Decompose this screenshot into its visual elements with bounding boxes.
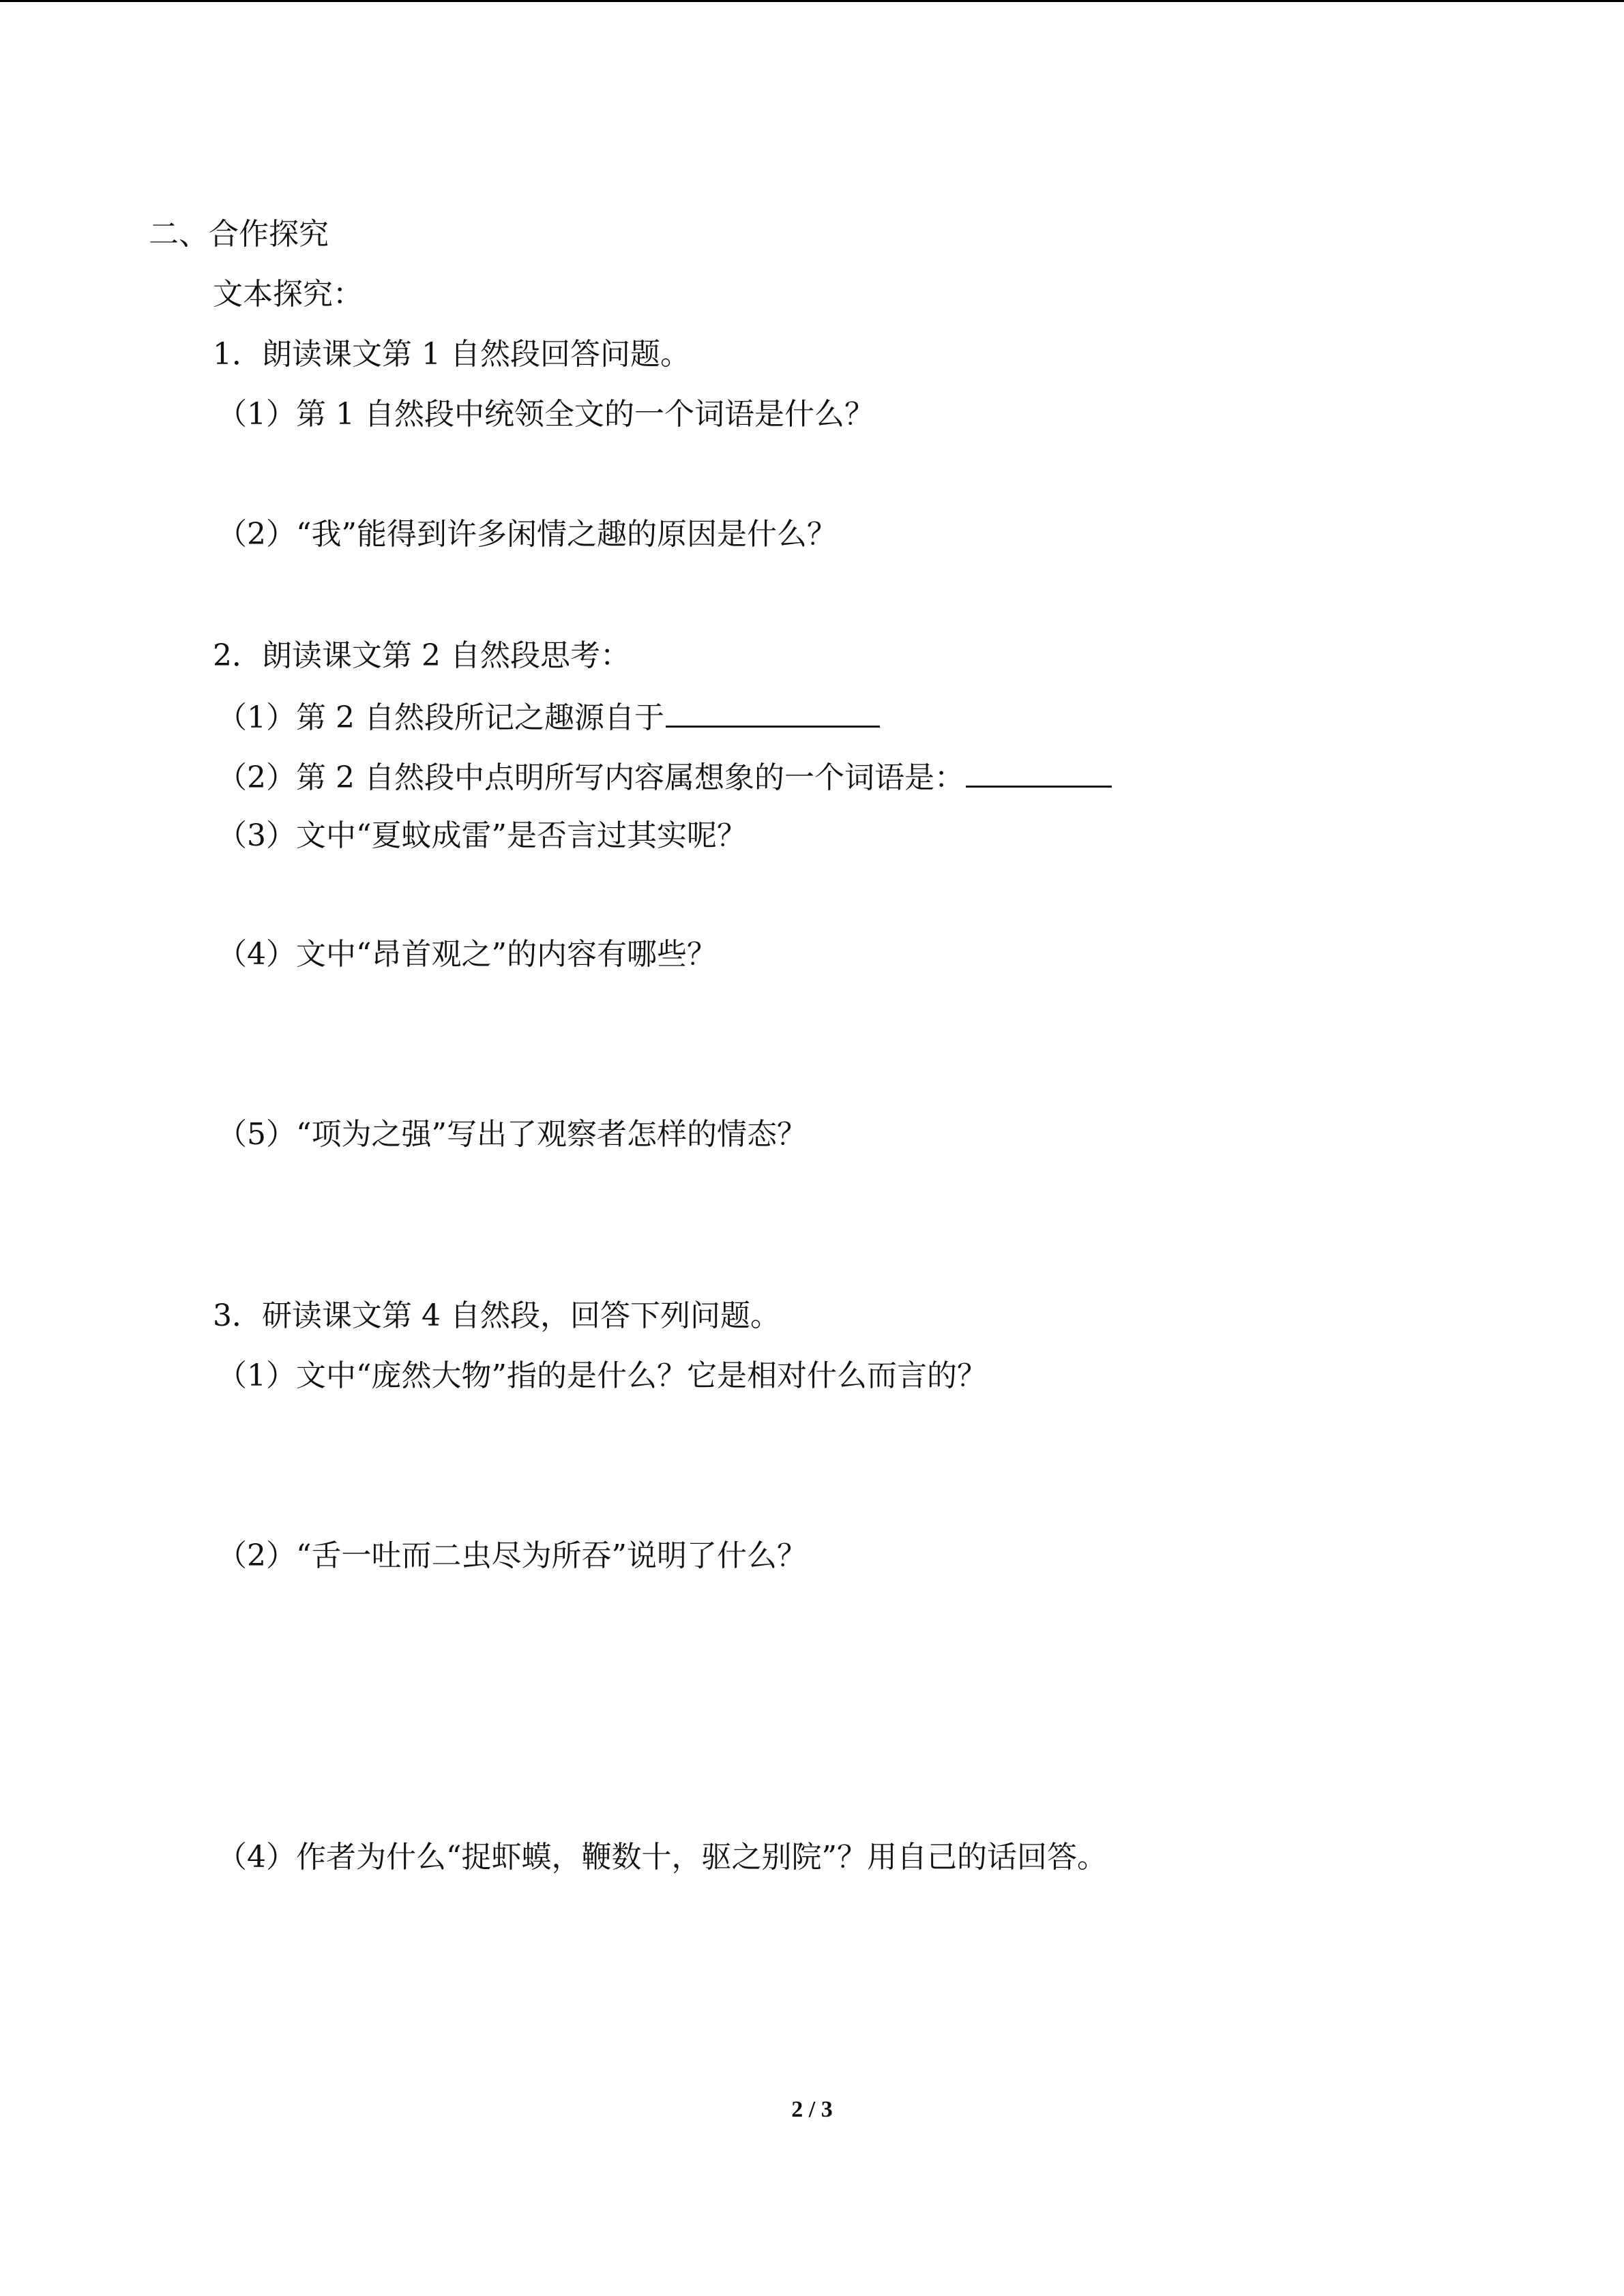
question-3-1: （1）文中“庞然大物”指的是什么？它是相对什么而言的？ xyxy=(217,1358,987,1393)
question-2-2 xyxy=(217,756,1112,799)
section-heading: 二、合作探究 xyxy=(149,217,329,252)
question-1-2: （2）“我”能得到许多闲情之趣的原因是什么？ xyxy=(217,517,837,552)
question-1-1: （1）第 1 自然段中统领全文的一个词语是什么？ xyxy=(217,397,874,432)
question-3-4: （4）作者为什么“捉虾蟆，鞭数十，驱之别院”？用自己的话回答。 xyxy=(217,1840,1107,1875)
question-2-4: （4）文中“昂首观之”的内容有哪些？ xyxy=(217,937,717,972)
question-2-1 xyxy=(217,696,880,739)
answer-blank-2-1[interactable] xyxy=(666,696,880,728)
question-2-title: 2．朗读课文第 2 自然段思考： xyxy=(213,638,630,673)
question-3-2: （2）“舌一吐而二虫尽为所吞”说明了什么？ xyxy=(217,1538,807,1573)
question-2-1-text: （1）第 2 自然段所记之趣源自于 xyxy=(217,700,664,735)
page-number: 2 / 3 xyxy=(791,2097,833,2122)
question-1-title: 1．朗读课文第 1 自然段回答问题。 xyxy=(213,337,690,372)
section-subheading: 文本探究： xyxy=(213,277,363,312)
question-2-3: （3）文中“夏蚊成雷”是否言过其实呢？ xyxy=(217,818,747,853)
answer-blank-2-2[interactable] xyxy=(966,756,1112,788)
question-2-5: （5）“项为之强”写出了观察者怎样的情态？ xyxy=(217,1117,807,1152)
page-top-border xyxy=(0,0,1624,2)
question-2-2-text: （2）第 2 自然段中点明所写内容属想象的一个词语是： xyxy=(217,760,964,795)
question-3-title: 3．研读课文第 4 自然段，回答下列问题。 xyxy=(213,1298,780,1333)
